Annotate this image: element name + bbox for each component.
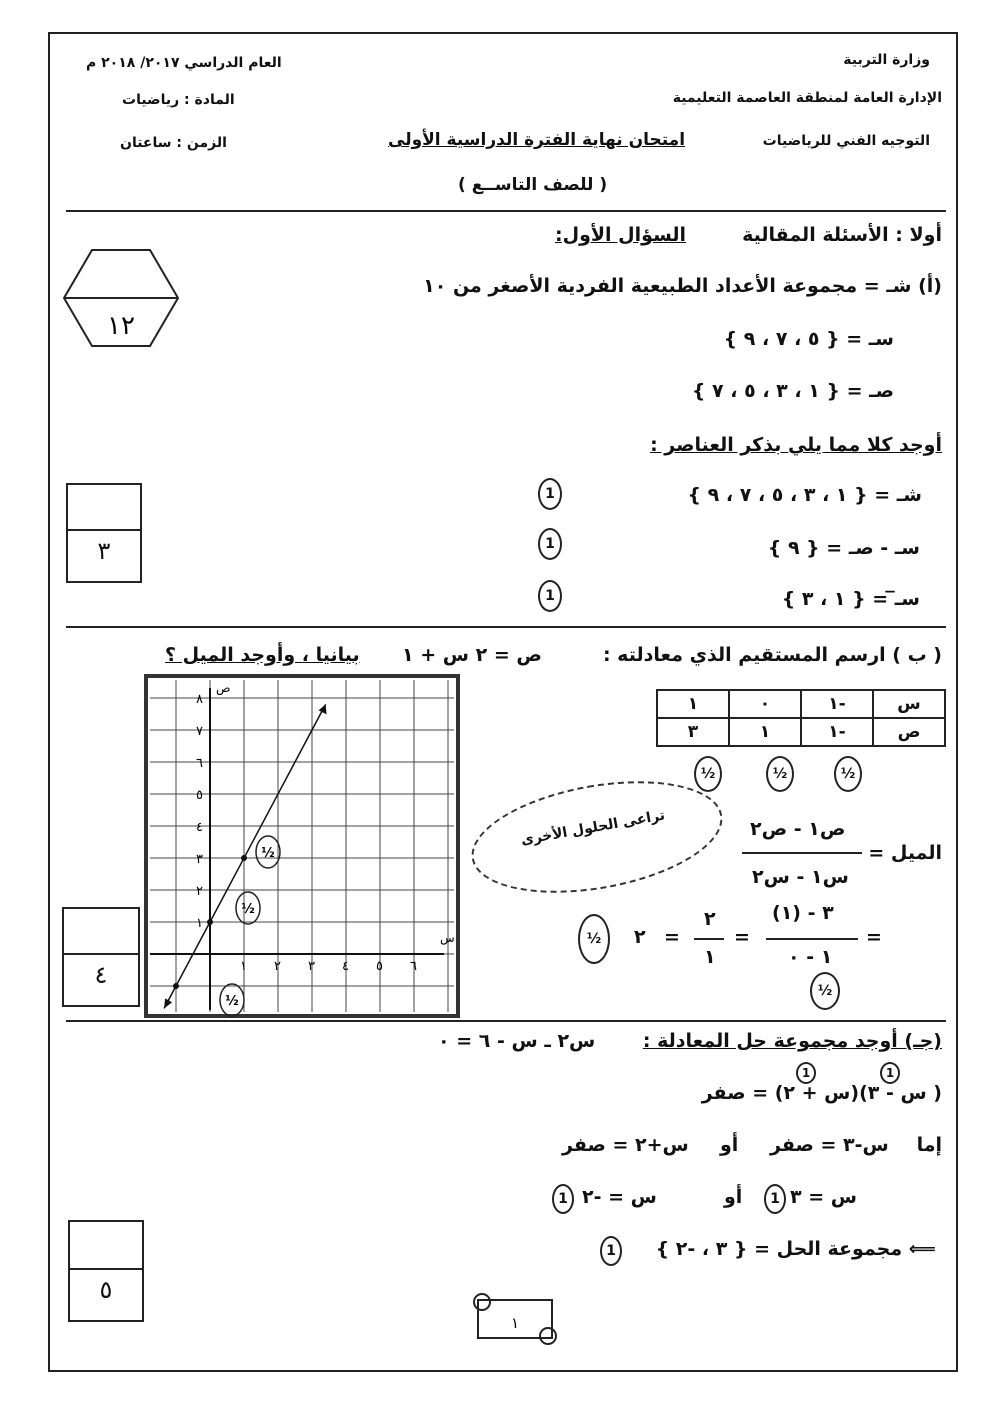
line-graph	[144, 674, 460, 1018]
calc-result: ٢	[634, 926, 646, 948]
part-b-equation: ص = ٢ س + ١	[402, 644, 542, 666]
hexagon-score	[62, 248, 180, 348]
x-tick-label: ١	[240, 959, 247, 974]
x-tick-label: ٢	[274, 959, 281, 974]
fraction-bar	[694, 938, 724, 940]
mark-circle: 1	[796, 1062, 816, 1084]
x-tick-label: ٦	[410, 959, 417, 974]
ministry: وزارة التربية	[843, 52, 930, 68]
score-box	[66, 483, 142, 583]
equals-sign: =	[866, 926, 882, 948]
x-tick-label: ٤	[342, 959, 349, 974]
score-box	[62, 907, 140, 1007]
part-b-label: ( ب ) ارسم المستقيم الذي معادلته :	[602, 644, 942, 666]
exam-title: امتحان نهاية الفترة الدراسية الأولى	[388, 130, 686, 150]
y-tick-label: ٥	[196, 788, 203, 803]
part-a: (أ) شـ = مجموعة الأعداد الطبيعية الفردية الأصغر من ١٠	[423, 275, 942, 297]
supervision: التوجيه الفني للرياضيات	[762, 133, 930, 149]
step3-or: أو	[724, 1186, 743, 1208]
step2-second: س+٢ = صفر	[562, 1134, 689, 1156]
y-tick-label: ١	[196, 916, 203, 931]
mark-circle: 1	[552, 1184, 574, 1214]
calc-denominator: ١ - ٠	[788, 946, 833, 968]
data-point	[207, 919, 213, 925]
y-tick-label: ٧	[196, 724, 203, 739]
hexagon-score-value: ١٢	[107, 311, 135, 341]
mark-circle: ½	[694, 756, 722, 792]
score-value: ٤	[94, 961, 108, 989]
exam-time: الزمن : ساعتان	[120, 135, 227, 151]
data-point	[241, 855, 247, 861]
equals-sign: =	[734, 926, 750, 948]
score-value: ٥	[99, 1276, 113, 1304]
y-tick-label: ٢	[196, 884, 203, 899]
grade: ( للصف التاســع )	[458, 175, 608, 195]
part-b-prompt	[603, 644, 942, 666]
find-prompt: أوجد كلا مما يلي بذكر العناصر :	[650, 434, 942, 456]
section-heading: أولا : الأسئلة المقالية	[742, 224, 942, 246]
fraction-bar	[742, 852, 862, 854]
school-year: العام الدراسي ٢٠١٧/ ٢٠١٨ م	[86, 55, 282, 71]
x-axis-label: س	[440, 931, 455, 945]
question-title: السؤال الأول:	[555, 224, 687, 246]
table-cell: ١	[657, 690, 729, 718]
step2-first: س-٣ = صفر	[770, 1134, 889, 1156]
mark-circle: 1	[538, 528, 562, 560]
divider	[66, 210, 946, 212]
x-tick-label: ٣	[308, 959, 315, 974]
divider	[66, 1020, 946, 1022]
slope-denominator: س١ - س٢	[752, 866, 849, 888]
values-table	[656, 689, 946, 747]
score-box	[68, 1220, 144, 1322]
slope-label: الميل =	[868, 842, 942, 864]
solution-set: ⟸ مجموعة الحل = { ٣ ، -٢ }	[655, 1238, 936, 1260]
score-value: ٣	[97, 537, 111, 565]
data-point	[173, 983, 179, 989]
table-row	[657, 690, 945, 718]
table-cell: -١	[801, 690, 873, 718]
step3-first: س = ٣	[790, 1186, 857, 1208]
slope-numerator: ص١ - ص٢	[750, 818, 846, 840]
y-tick-label: ٣	[196, 852, 203, 867]
part-c-equation: س٢ ـ س - ٦ = ٠	[438, 1030, 596, 1052]
mark-circle: ½	[810, 972, 840, 1010]
answer-difference: سـ - صـ = { ٩ }	[767, 537, 920, 559]
step2-or: أو	[720, 1134, 739, 1156]
mark-circle: 1	[600, 1236, 622, 1266]
divider	[66, 626, 946, 628]
set-s: سـ = { ٥ ، ٧ ، ٩ }	[723, 328, 894, 350]
mark-circle-text: ½	[225, 994, 239, 1009]
table-row	[657, 718, 945, 746]
step3-second: س = -٢	[582, 1186, 657, 1208]
table-cell: -١	[801, 718, 873, 746]
fraction-bar	[766, 938, 858, 940]
table-cell: ٠	[729, 690, 801, 718]
part-b-tail: بيانيا ، وأوجد الميل ؟	[165, 644, 360, 666]
table-cell: ٣	[657, 718, 729, 746]
mark-circle-text: ½	[261, 846, 275, 861]
y-tick-label: ٦	[196, 756, 203, 771]
calc-mid-numerator: ٢	[704, 908, 716, 930]
set-p: صـ = { ١ ، ٣ ، ٥ ، ٧ }	[691, 380, 894, 402]
y-axis-label: ص	[216, 681, 231, 695]
part-c-prompt: (جـ) أوجد مجموعة حل المعادلة :	[642, 1030, 942, 1052]
mark-circle-text: ½	[241, 902, 255, 917]
calc-numerator: ٣ - (١)	[772, 902, 834, 924]
factored-step: ( س - ٣)(س + ٢) = صفر	[701, 1082, 942, 1104]
mark-circle: 1	[880, 1062, 900, 1084]
note-text: تراعى الحلول الأخرى	[519, 807, 667, 849]
equals-sign: =	[664, 926, 680, 948]
subject: المادة : رياضيات	[122, 92, 235, 108]
mark-circle: 1	[538, 580, 562, 612]
mark-circle: ½	[766, 756, 794, 792]
calc-mid-denominator: ١	[704, 946, 716, 968]
answer-union: شـ = { ١ ، ٣ ، ٥ ، ٧ ، ٩ }	[687, 484, 922, 506]
page-number: ١	[510, 1314, 520, 1332]
x-tick-label: ٥	[376, 959, 383, 974]
mark-circle: 1	[764, 1184, 786, 1214]
directorate: الإدارة العامة لمنطقة العاصمة التعليمية	[672, 90, 942, 106]
table-cell: ص	[873, 718, 945, 746]
table-cell: ١	[729, 718, 801, 746]
answer-complement: سـ̅ = { ١ ، ٣ }	[781, 588, 920, 610]
page-number-scroll	[466, 1290, 562, 1352]
mark-circle: 1	[538, 478, 562, 510]
step2-either: إما	[916, 1134, 942, 1156]
mark-circle: ½	[834, 756, 862, 792]
mark-circle: ½	[578, 914, 610, 964]
table-cell: س	[873, 690, 945, 718]
y-tick-label: ٨	[196, 692, 203, 707]
y-tick-label: ٤	[196, 820, 203, 835]
